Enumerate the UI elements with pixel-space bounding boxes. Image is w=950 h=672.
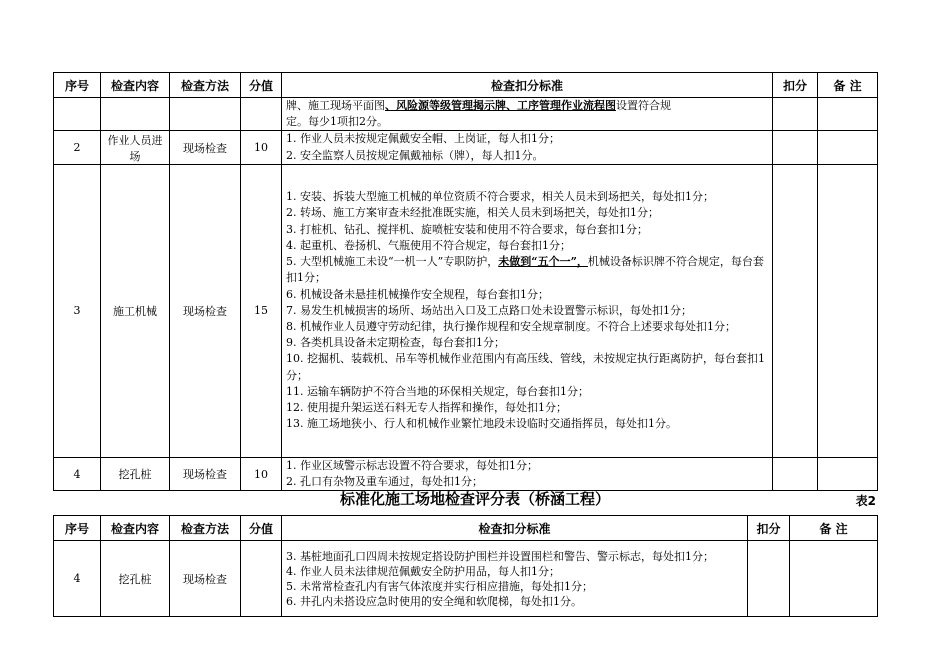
row-score (241, 541, 282, 617)
row-method: 现场检查 (170, 541, 241, 617)
criteria-cell: 牌、施工现场平面图、风险源等级管理揭示牌、工序管理作业流程图设置符合规 定。每少1项扣2分。 (282, 98, 773, 131)
header-content: 检查内容 (101, 516, 170, 541)
table-row (54, 164, 878, 457)
row-no: 3 (54, 164, 101, 457)
row-no: 4 (54, 457, 101, 490)
table-number: 表2 (855, 494, 876, 508)
remark-cell (818, 131, 878, 164)
deduct-cell (748, 541, 790, 617)
row-score: 10 (241, 457, 282, 490)
row-content: 施工机械 (101, 164, 170, 457)
table-header-row (54, 73, 878, 98)
header-method: 检查方法 (170, 73, 241, 98)
header-criteria: 检查扣分标准 (282, 516, 748, 541)
criteria-cell: 1. 作业人员未按规定佩戴安全帽、上岗证，每人扣1分； 2. 安全监察人员按规定佩戴袖标（牌），每人扣1分。 (282, 131, 773, 164)
row-method: 现场检查 (170, 131, 241, 164)
table-row (54, 131, 878, 164)
criteria-cell: 1. 安装、拆装大型施工机械的单位资质不符合要求，相关人员未到场把关，每处扣1分； 2. 转场、施工方案审查未经批准既实施，相关人员未到场把关，每处扣1分； 3. 打桩机、钻孔、搅拌机、旋喷桩安装和使用不符合要求，每台套扣1分； 4. 起重机、卷扬机、气瓶使用不符合规定，每台套扣1分； 5. 大型机械施工未设“一机一人”专职防护，未做到“五个一”，机械设备标识牌不符合规定，每台套扣1分； 6. 机械设备未悬挂机械操作安全规程，每台套扣1分； 7. 易发生机械损害的场所、场站出入口及工点路口处未设置警示标识，每处扣1分； 8. 机械作业人员遵守劳动纪律，执行操作规程和安全规章制度。不符合上述要求每处扣1分； 9. 各类机具设备未定期检查，每台套扣1分； 10. 挖掘机、装载机、吊车等机械作业范围内有高压线、管线，未按规定执行距离防护，每台套扣1分； 11. 运输车辆防护不符合当地的环保相关规定，每台套扣1分； 12. 使用提升架运送石料无专人指挥和操作，每处扣1分； 13. 施工场地狭小、行人和机械作业繁忙地段未设临时交通指挥员，每处扣1分。 (282, 164, 773, 457)
table-row (54, 98, 878, 131)
remark-cell (818, 98, 878, 131)
row-no: 2 (54, 131, 101, 164)
table-header-row (54, 516, 878, 541)
deduct-cell (773, 131, 818, 164)
row-method: 现场检查 (170, 164, 241, 457)
header-deduct: 扣分 (773, 73, 818, 98)
row-content: 作业人员进场 (101, 131, 170, 164)
criteria-cell: 1. 作业区域警示标志设置不符合要求，每处扣1分； 2. 孔口有杂物及重车通过，每处扣1分； (282, 457, 773, 490)
header-content: 检查内容 (101, 73, 170, 98)
header-remark: 备 注 (818, 73, 878, 98)
header-criteria: 检查扣分标准 (282, 73, 773, 98)
criteria-cell: 3. 基桩地面孔口四周未按规定搭设防护围栏并设置围栏和警告、警示标志，每处扣1分； 4. 作业人员未法律规范佩戴安全防护用品，每人扣1分； 5. 未常常检查孔内有害气体浓度并实行相应措施，每处扣1分； 6. 井孔内未搭设应急时使用的安全绳和软爬梯，每处扣1分。 (282, 541, 748, 617)
deduct-cell (773, 457, 818, 490)
row-content: 挖孔桩 (101, 541, 170, 617)
header-score: 分值 (241, 73, 282, 98)
row-score: 10 (241, 131, 282, 164)
row-no: 4 (54, 541, 101, 617)
row-method: 现场检查 (170, 457, 241, 490)
table-row (54, 457, 878, 490)
header-no: 序号 (54, 73, 101, 98)
header-remark: 备 注 (790, 516, 878, 541)
deduct-cell (773, 98, 818, 131)
deduct-cell (773, 164, 818, 457)
inspection-table-1 (53, 72, 878, 491)
remark-cell (818, 164, 878, 457)
header-no: 序号 (54, 516, 101, 541)
table-row (54, 541, 878, 617)
page-title: 标准化施工场地检查评分表（桥涵工程） (339, 490, 610, 508)
header-method: 检查方法 (170, 516, 241, 541)
row-content: 挖孔桩 (101, 457, 170, 490)
remark-cell (818, 457, 878, 490)
header-deduct: 扣分 (748, 516, 790, 541)
inspection-table-2 (53, 515, 878, 617)
header-score: 分值 (241, 516, 282, 541)
remark-cell (790, 541, 878, 617)
row-score: 15 (241, 164, 282, 457)
